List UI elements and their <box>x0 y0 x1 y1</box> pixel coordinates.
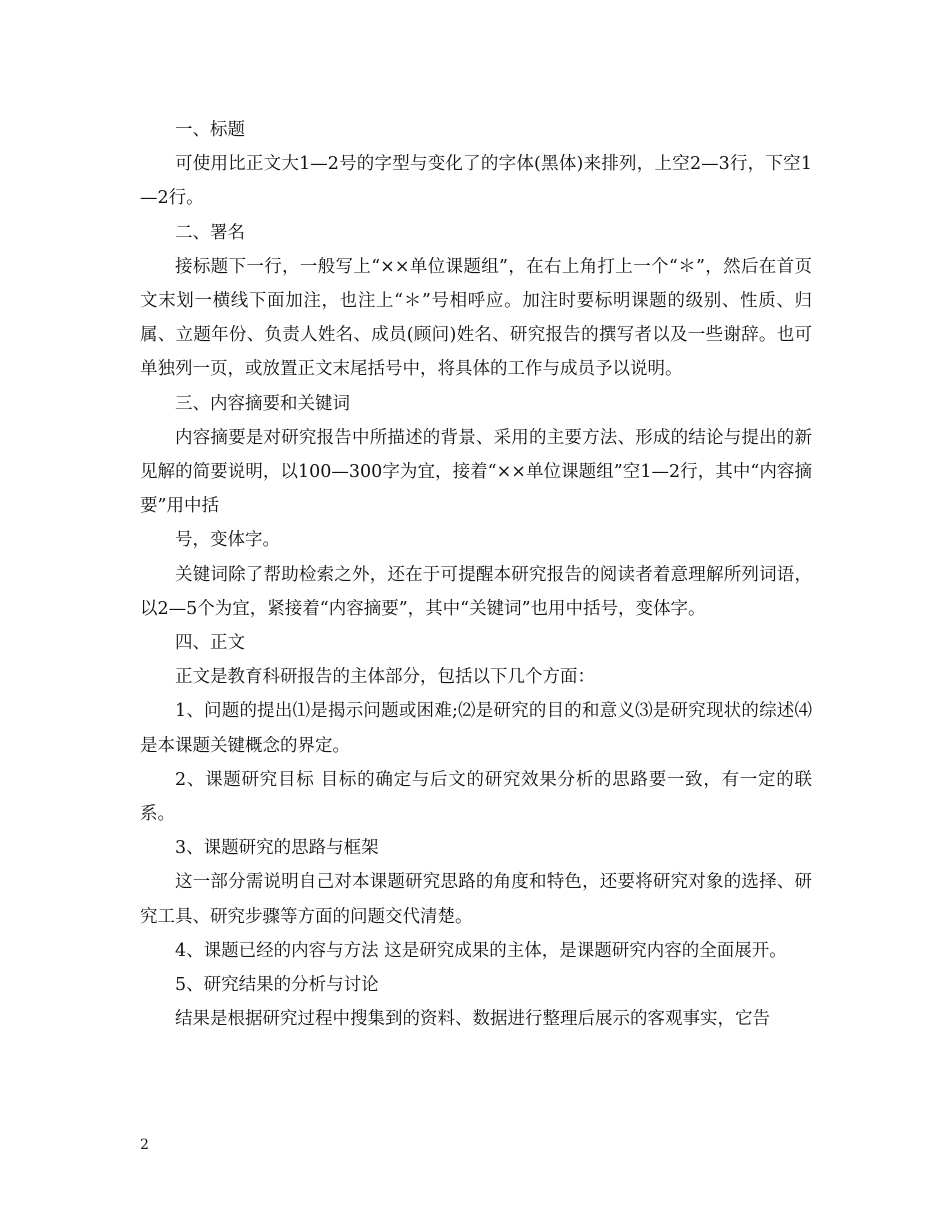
heading-title-section: 一、标题 <box>175 120 245 140</box>
paragraph-abstract-continued: 号，变体字。 <box>175 530 280 551</box>
paragraph-signature: 接标题下一行，一般写上“××单位课题组”，在右上角打上一个“＊”，然后在首页文末划一横线下面加注，也注上“＊”号相呼应。加注时要标明课题的级别、性质、归属、立题年份、负责人姓名、成员(顾问)姓名、研究报告的撰写者以及一些谢辞。也可单独列一页，或放置正文末尾括号中，将具体的工作与成员予以说明。 <box>140 256 812 380</box>
list-item-problem: 1、问题的提出⑴是揭示问题或困难;⑵是研究的目的和意义⑶是研究现状的综述⑷是本课题关键概念的界定。 <box>140 701 812 756</box>
paragraph-title-format: 可使用比正文大1—2号的字型与变化了的字体(黑体)来排列，上空2—3行，下空1—2行。 <box>140 154 812 209</box>
paragraph-keywords: 关键词除了帮助检索之外，还在于可提醒本研究报告的阅读者着意理解所列词语，以2—5个为宜，紧接着“内容摘要”，其中“关键词”也用中括号，变体字。 <box>140 564 812 619</box>
page-number: 2 <box>140 1137 149 1153</box>
list-item-research-goal: 2、课题研究目标 目标的确定与后文的研究效果分析的思路要一致，有一定的联系。 <box>140 769 812 825</box>
paragraph-abstract: 内容摘要是对研究报告中所描述的背景、采用的主要方法、形成的结论与提出的新见解的简要说明，以100—300字为宜，接着“××单位课题组”空1—2行，其中“内容摘要”用中括 <box>140 427 812 517</box>
heading-abstract-keywords: 三、内容摘要和关键词 <box>175 393 350 414</box>
list-item-content-methods: 4、课题已经的内容与方法 这是研究成果的主体，是课题研究内容的全面展开。 <box>175 940 787 961</box>
heading-main-text: 四、正文 <box>175 633 245 654</box>
document-body <box>140 113 812 1036</box>
paragraph-results: 结果是根据研究过程中搜集到的资料、数据进行整理后展示的客观事实，它告 <box>175 1009 770 1030</box>
paragraph-main-text-intro: 正文是教育科研报告的主体部分，包括以下几个方面： <box>175 667 595 688</box>
list-item-research-framework: 3、课题研究的思路与框架 <box>175 838 379 859</box>
heading-signature-section: 二、署名 <box>175 222 245 243</box>
list-item-results-analysis: 5、研究结果的分析与讨论 <box>175 975 379 996</box>
paragraph-research-framework: 这一部分需说明自己对本课题研究思路的角度和特色，还要将研究对象的选择、研究工具、研究步骤等方面的问题交代清楚。 <box>140 872 812 927</box>
